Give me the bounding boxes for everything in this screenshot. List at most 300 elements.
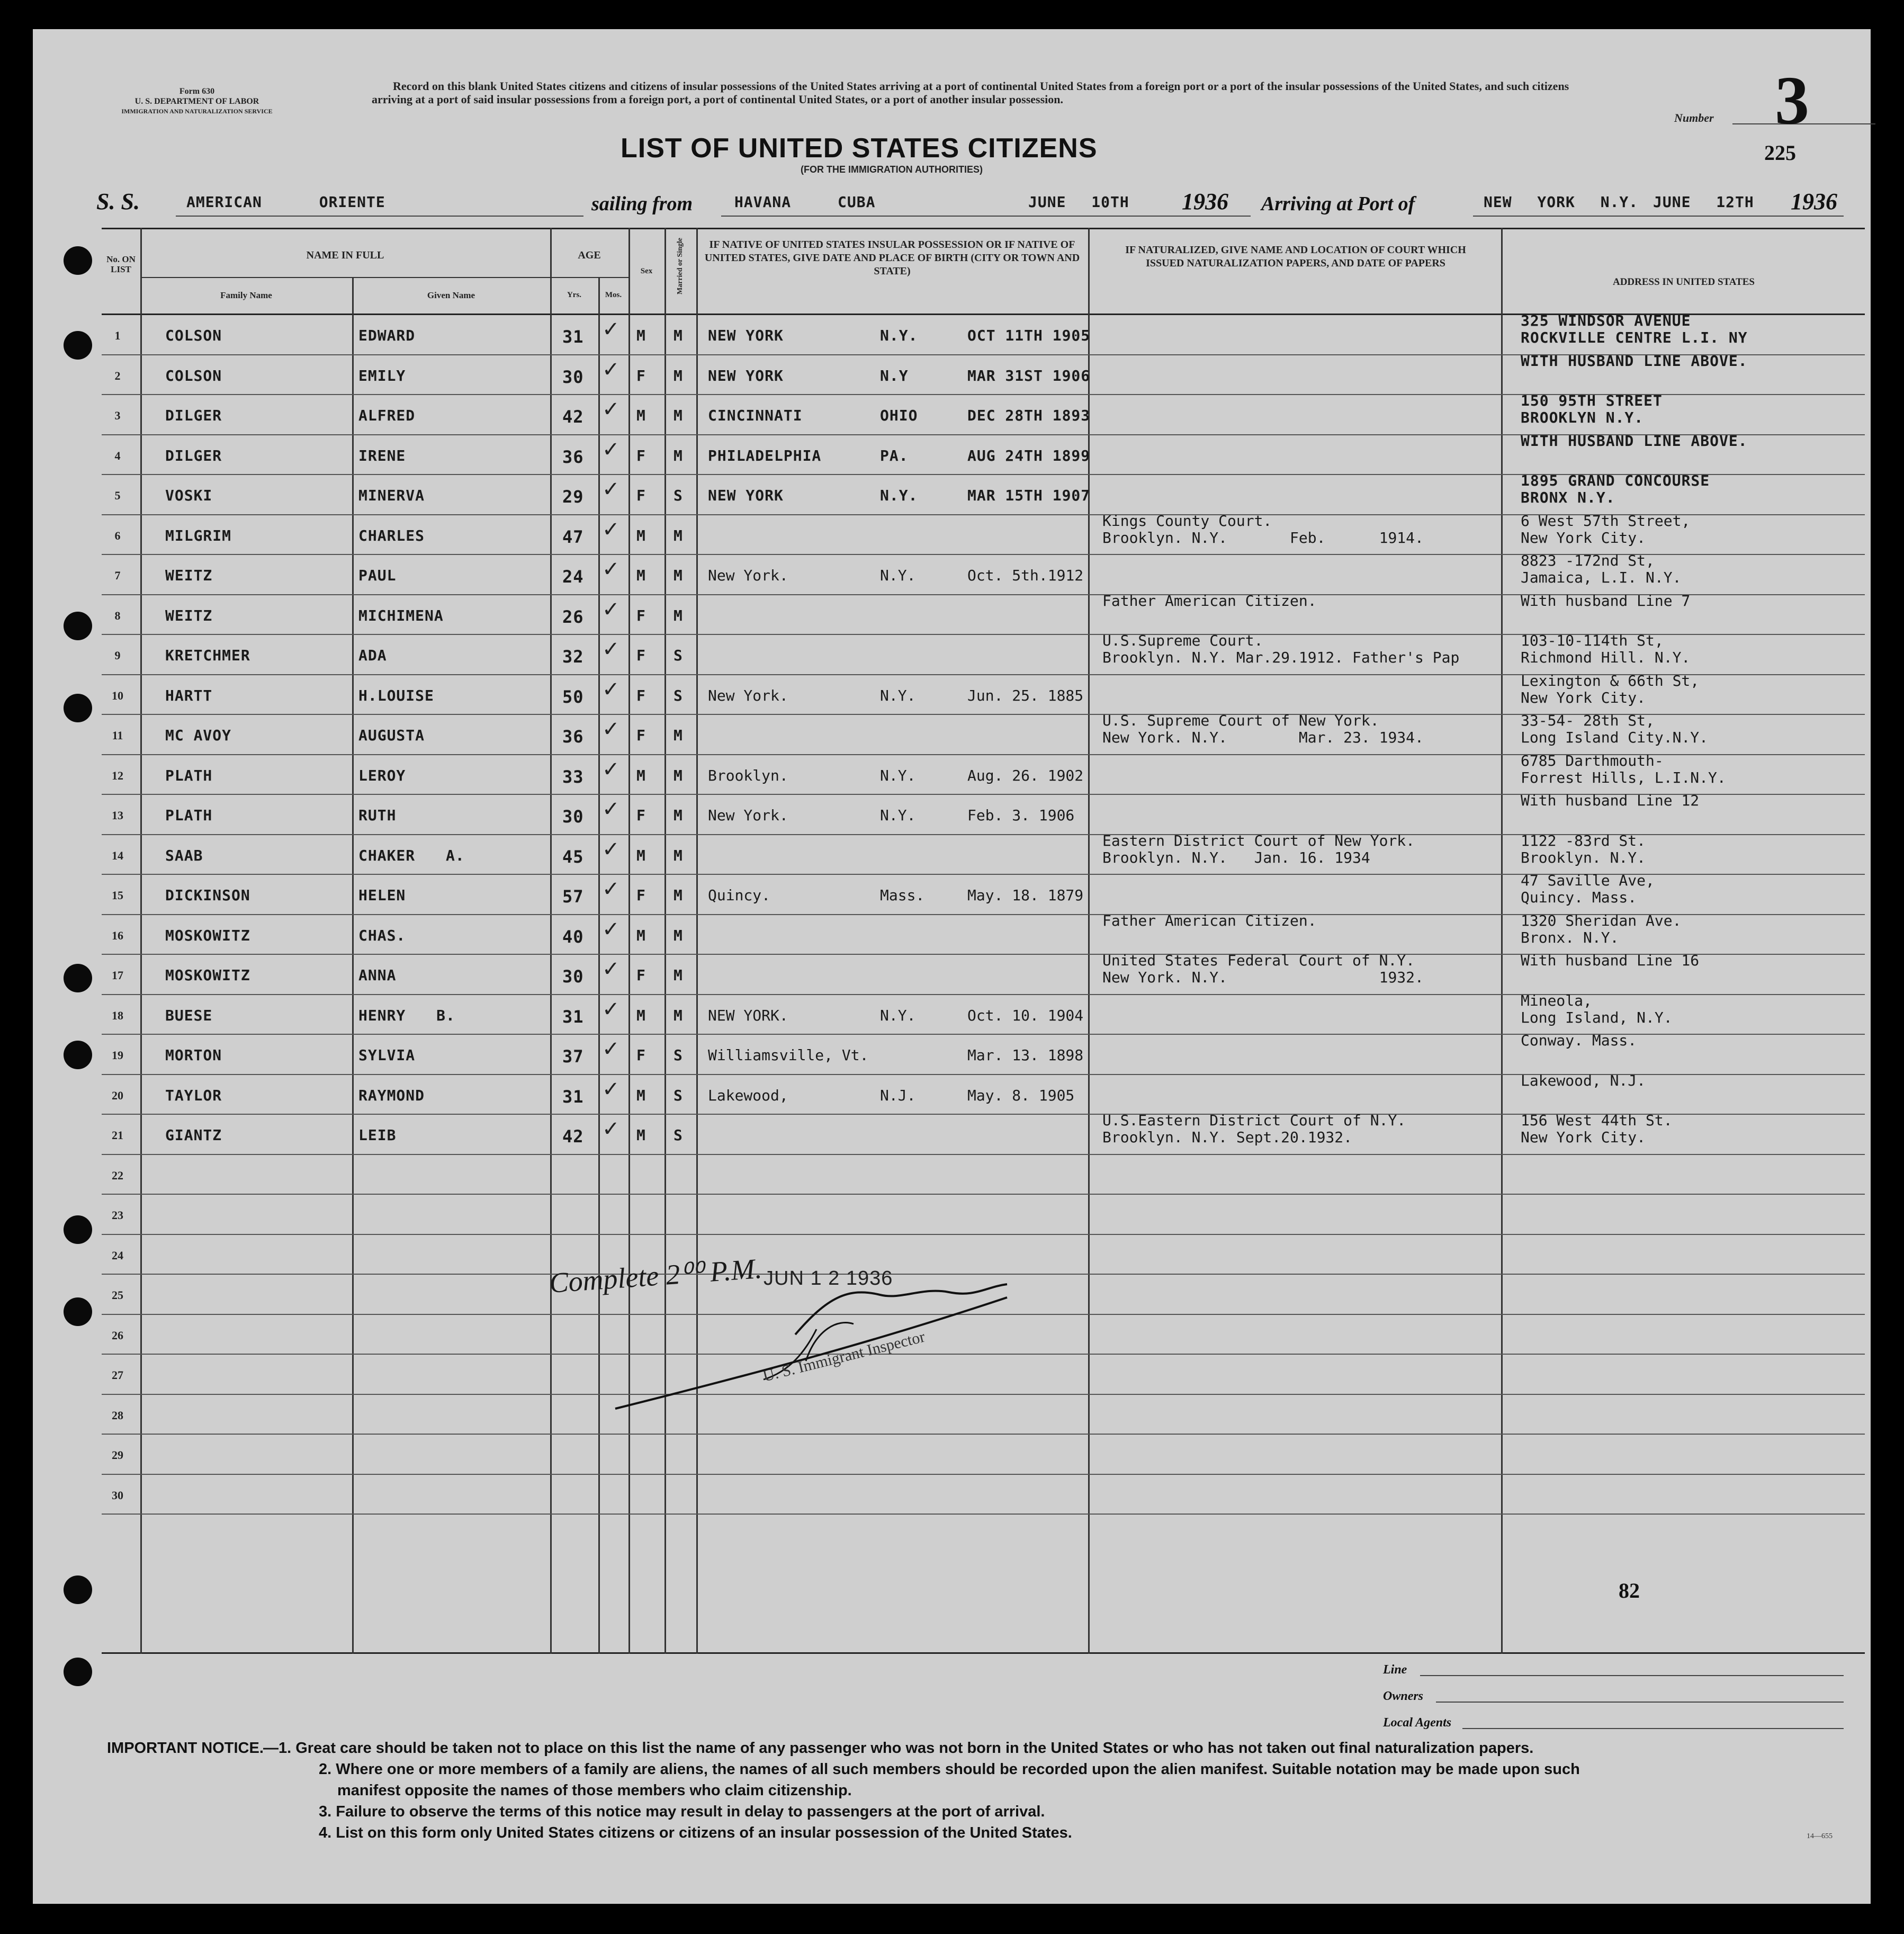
header-age: AGE	[578, 249, 601, 261]
marital-status: M	[673, 407, 683, 424]
line-number: 16	[112, 929, 123, 942]
line-number: 26	[112, 1329, 123, 1342]
address-line-1: WITH HUSBAND LINE ABOVE.	[1521, 432, 1748, 450]
marital-status: S	[673, 1046, 683, 1064]
col-divider	[1501, 228, 1503, 1654]
given-name: RAYMOND	[358, 1087, 425, 1104]
birth-date: DEC 28TH 1893	[967, 407, 1091, 424]
marital-status: M	[673, 327, 683, 344]
header-married-single-text: Married or Single	[676, 237, 684, 295]
owners-underline	[1436, 1702, 1844, 1703]
given-name: RUTH	[358, 807, 397, 824]
given-name: CHAKER A.	[358, 847, 465, 864]
page-number: 225	[1764, 141, 1796, 165]
address-line-1: WITH HUSBAND LINE ABOVE.	[1521, 352, 1748, 370]
sex: F	[636, 727, 646, 744]
family-name: WEITZ	[165, 607, 213, 624]
agents-label: Local Agents	[1383, 1716, 1452, 1730]
address-line-1: 33-54- 28th St,	[1521, 712, 1655, 729]
notice-3: 3. Failure to observe the terms of this notice may result in delay to passengers at the port of arrival.	[319, 1803, 1045, 1820]
family-name: BUESE	[165, 1007, 213, 1024]
check-mark-icon: ✓	[602, 317, 620, 342]
sex: F	[636, 887, 646, 904]
age-years: 29	[562, 487, 584, 507]
birth-date: May. 8. 1905	[967, 1087, 1075, 1104]
birth-date: OCT 11TH 1905	[967, 327, 1091, 344]
court-location-date: Brooklyn. N.Y. Feb. 1914.	[1102, 529, 1424, 547]
age-years: 50	[562, 687, 584, 707]
sail-date: JUNE 10TH	[1028, 193, 1129, 211]
family-name: GIANTZ	[165, 1126, 222, 1144]
notice-2-cont: manifest opposite the names of those members who claim citizenship.	[337, 1782, 852, 1799]
marital-status: M	[673, 1007, 683, 1024]
family-name: HARTT	[165, 687, 213, 704]
marital-status: M	[673, 527, 683, 544]
birth-state: N.Y.	[880, 327, 918, 344]
line-number: 6	[114, 529, 121, 542]
given-name: MINERVA	[358, 487, 425, 504]
birth-state: N.Y.	[880, 767, 916, 784]
sex: F	[636, 647, 646, 664]
sex: M	[636, 927, 646, 944]
form-number: Form 630	[179, 87, 215, 96]
birth-date: Aug. 26. 1902	[967, 767, 1084, 784]
line-number: 11	[112, 729, 123, 742]
col-divider	[628, 228, 630, 1654]
row-divider	[102, 1194, 1865, 1195]
line-label: Line	[1383, 1663, 1407, 1677]
address-line-1: Mineola,	[1521, 992, 1592, 1009]
age-years: 31	[562, 327, 584, 347]
age-years: 40	[562, 927, 584, 947]
complete-annotation: Complete 2⁰⁰ P.M.	[548, 1252, 763, 1299]
family-name: MILGRIM	[165, 527, 232, 544]
header-sex: Sex	[640, 267, 653, 275]
birth-city: Williamsville, Vt.	[708, 1046, 869, 1064]
birth-state: N.Y.	[880, 487, 918, 504]
owners-label: Owners	[1383, 1689, 1424, 1703]
given-name: IRENE	[358, 447, 406, 464]
court-name: U.S.Eastern District Court of N.Y.	[1102, 1112, 1406, 1129]
age-years: 30	[562, 966, 584, 987]
birth-city: Lakewood,	[708, 1087, 788, 1104]
header-subdivider	[140, 277, 628, 278]
notice-title: IMPORTANT NOTICE.	[107, 1740, 264, 1757]
address-line-2: Brooklyn. N.Y.	[1521, 849, 1646, 866]
court-location-date: New York. N.Y. 1932.	[1102, 969, 1424, 986]
line-number: 27	[112, 1368, 123, 1382]
sex: M	[636, 767, 646, 784]
age-years: 30	[562, 367, 584, 387]
birth-date: Feb. 3. 1906	[967, 807, 1075, 824]
sex: M	[636, 1007, 646, 1024]
sailing-label: sailing from	[591, 193, 693, 215]
marital-status: S	[673, 687, 683, 704]
given-name: LEROY	[358, 767, 406, 784]
line-number: 18	[112, 1009, 123, 1022]
sex: F	[636, 607, 646, 624]
sex: F	[636, 447, 646, 464]
punch-hole	[64, 1658, 92, 1686]
age-years: 42	[562, 1126, 584, 1147]
header-yrs: Yrs.	[567, 291, 582, 299]
check-mark-icon: ✓	[602, 1117, 620, 1141]
given-name: ADA	[358, 647, 387, 664]
address-line-2: New York City.	[1521, 529, 1646, 547]
birth-date: Jun. 25. 1885	[967, 687, 1084, 704]
marital-status: S	[673, 1087, 683, 1104]
family-name: SAAB	[165, 847, 203, 864]
marital-status: M	[673, 807, 683, 824]
court-location-date: New York. N.Y. Mar. 23. 1934.	[1102, 729, 1424, 746]
line-number: 30	[112, 1489, 123, 1502]
check-mark-icon: ✓	[602, 1037, 620, 1061]
given-name: EDWARD	[358, 327, 416, 344]
check-mark-icon: ✓	[602, 517, 620, 542]
arriving-label: Arriving at Port of	[1261, 193, 1415, 215]
ship-name: AMERICAN ORIENTE	[186, 193, 385, 211]
address-line-1: Conway. Mass.	[1521, 1032, 1637, 1049]
address-line-1: 6785 Darthmouth-	[1521, 752, 1664, 769]
line-number: 29	[112, 1448, 123, 1462]
header-married-single	[664, 230, 696, 312]
date-stamp: JUN 1 2 1936	[764, 1267, 893, 1290]
header-mos: Mos.	[605, 291, 622, 299]
given-name: AUGUSTA	[358, 727, 425, 744]
family-name: MOSKOWITZ	[165, 927, 250, 944]
address-line-1: With husband Line 7	[1521, 592, 1691, 610]
birth-city: Brooklyn.	[708, 767, 788, 784]
address-line-2: Richmond Hill. N.Y.	[1521, 649, 1691, 666]
marital-status: M	[673, 966, 683, 984]
check-mark-icon: ✓	[602, 1077, 620, 1102]
line-number: 22	[112, 1169, 123, 1182]
court-location-date: Brooklyn. N.Y. Mar.29.1912. Father's Pap	[1102, 649, 1460, 666]
sex: F	[636, 367, 646, 384]
sex: F	[636, 487, 646, 504]
given-name: MICHIMENA	[358, 607, 444, 624]
line-number: 23	[112, 1208, 123, 1222]
line-number: 10	[112, 689, 123, 702]
court-name: Kings County Court.	[1102, 512, 1272, 530]
given-name: CHAS.	[358, 927, 406, 944]
check-mark-icon: ✓	[602, 757, 620, 782]
inspector-signature	[605, 1266, 1049, 1425]
birth-city: PHILADELPHIA	[708, 447, 822, 464]
punch-hole	[64, 964, 92, 992]
family-name: COLSON	[165, 327, 222, 344]
table-top-border	[102, 228, 1865, 229]
line-number: 15	[112, 889, 123, 902]
age-years: 30	[562, 807, 584, 827]
given-name: LEIB	[358, 1126, 397, 1144]
line-number: 14	[112, 849, 123, 862]
court-location-date: Brooklyn. N.Y. Jan. 16. 1934	[1102, 849, 1370, 866]
address-line-1: 8823 -172nd St,	[1521, 552, 1655, 569]
birth-city: New York.	[708, 567, 788, 584]
birth-state: N.J.	[880, 1087, 916, 1104]
sail-underline	[721, 216, 1251, 217]
sex: M	[636, 1087, 646, 1104]
check-mark-icon: ✓	[602, 877, 620, 901]
from-port: HAVANA CUBA	[734, 193, 876, 211]
sex: M	[636, 847, 646, 864]
line-number: 19	[112, 1049, 123, 1062]
line-number: 7	[114, 569, 121, 582]
check-mark-icon: ✓	[602, 557, 620, 581]
age-years: 33	[562, 767, 584, 787]
marital-status: S	[673, 487, 683, 504]
address-line-2: Forrest Hills, L.I.N.Y.	[1521, 769, 1726, 786]
agents-underline	[1462, 1728, 1844, 1729]
line-number: 8	[114, 609, 121, 622]
line-number: 17	[112, 969, 123, 982]
birth-city: NEW YORK	[708, 487, 784, 504]
to-port: NEW YORK N.Y.	[1484, 193, 1639, 211]
header-family-name: Family Name	[220, 290, 272, 300]
birth-date: Mar. 13. 1898	[967, 1046, 1084, 1064]
manifest-sheet	[33, 29, 1871, 1904]
birth-date: AUG 24TH 1899	[967, 447, 1091, 464]
birth-state: PA.	[880, 447, 909, 464]
marital-status: M	[673, 767, 683, 784]
court-name: Eastern District Court of New York.	[1102, 832, 1415, 849]
col-divider	[352, 278, 354, 1654]
punch-hole	[64, 1575, 92, 1604]
line-number: 13	[112, 809, 123, 822]
header-naturalized: IF NATURALIZED, GIVE NAME AND LOCATION OF COURT WHICH ISSUED NATURALIZATION PAPERS, AND DATE OF PAPERS	[1125, 244, 1466, 269]
address-line-2: BROOKLYN N.Y.	[1521, 409, 1644, 426]
family-name: COLSON	[165, 367, 222, 384]
address-line-1: 325 WINDSOR AVENUE	[1521, 312, 1691, 329]
age-years: 24	[562, 567, 584, 587]
line-number: 4	[114, 449, 121, 462]
line-number: 12	[112, 769, 123, 782]
sex: F	[636, 807, 646, 824]
age-years: 31	[562, 1087, 584, 1107]
given-name: H.LOUISE	[358, 687, 434, 704]
given-name: ANNA	[358, 966, 397, 984]
notice-2: 2. Where one or more members of a family are aliens, the names of all such members should be recorded upon the alien manifest. Suitable notation may be made upon such	[319, 1761, 1580, 1778]
birth-date: May. 18. 1879	[967, 887, 1084, 904]
number-value: 3	[1775, 62, 1809, 139]
court-name: United States Federal Court of N.Y.	[1102, 952, 1415, 969]
notice-4: 4. List on this form only United States citizens or citizens of an insular possession of the United States.	[319, 1824, 1072, 1841]
given-name: PAUL	[358, 567, 397, 584]
family-name: PLATH	[165, 807, 213, 824]
court-name: Father American Citizen.	[1102, 912, 1317, 929]
row-divider	[102, 1234, 1865, 1235]
punch-hole	[64, 1041, 92, 1069]
line-underline	[1420, 1675, 1844, 1676]
form-instructions: Record on this blank United States citizens and citizens of insular possessions of the United States arriving at a port of continental United States from a foreign port or a port of the insular possessions of the United States, and such citizens arriving at a port of said insular possessions from a foreign port, a port of continental United States, or a port of another insular possession.	[372, 79, 1569, 106]
birth-state: N.Y.	[880, 807, 916, 824]
birth-date: MAR 31ST 1906	[967, 367, 1091, 384]
address-line-1: 103-10-114th St,	[1521, 632, 1664, 649]
line-number: 9	[114, 649, 121, 662]
punch-hole	[64, 612, 92, 640]
family-name: WEITZ	[165, 567, 213, 584]
table-bottom-border	[102, 1652, 1865, 1654]
family-name: KRETCHMER	[165, 647, 250, 664]
age-years: 36	[562, 727, 584, 747]
marital-status: M	[673, 927, 683, 944]
check-mark-icon: ✓	[602, 717, 620, 741]
col-divider	[598, 278, 600, 1654]
birth-state: N.Y	[880, 367, 909, 384]
birth-date: Oct. 10. 1904	[967, 1007, 1084, 1024]
birth-city: Quincy.	[708, 887, 771, 904]
address-line-1: 156 West 44th St.	[1521, 1112, 1673, 1129]
line-number: 28	[112, 1409, 123, 1422]
address-line-1: 150 95TH STREET	[1521, 392, 1663, 409]
marital-status: S	[673, 1126, 683, 1144]
court-name: Father American Citizen.	[1102, 592, 1317, 610]
family-name: DILGER	[165, 447, 222, 464]
address-line-1: 6 West 57th Street,	[1521, 512, 1691, 530]
line-number: 24	[112, 1249, 123, 1262]
family-name: DICKINSON	[165, 887, 250, 904]
address-line-1: Lakewood, N.J.	[1521, 1072, 1646, 1089]
address-line-1: Lexington & 66th St,	[1521, 672, 1700, 690]
punch-hole	[64, 1215, 92, 1244]
arrive-year: 1936	[1791, 189, 1837, 214]
birth-state: N.Y.	[880, 567, 916, 584]
birth-city: NEW YORK	[708, 327, 784, 344]
sex: M	[636, 407, 646, 424]
age-years: 37	[562, 1046, 584, 1067]
line-number: 25	[112, 1288, 123, 1302]
birth-state: N.Y.	[880, 1007, 916, 1024]
row-divider	[102, 1474, 1865, 1475]
family-name: TAYLOR	[165, 1087, 222, 1104]
family-name: MOSKOWITZ	[165, 966, 250, 984]
given-name: CHARLES	[358, 527, 425, 544]
age-years: 47	[562, 527, 584, 547]
header-name-in-full: NAME IN FULL	[306, 249, 384, 261]
family-name: MC AVOY	[165, 727, 232, 744]
address-line-1: 1122 -83rd St.	[1521, 832, 1646, 849]
address-line-2: New York City.	[1521, 689, 1646, 706]
check-mark-icon: ✓	[602, 397, 620, 422]
birth-city: NEW YORK.	[708, 1007, 788, 1024]
marital-status: M	[673, 447, 683, 464]
birth-date: MAR 15TH 1907	[967, 487, 1091, 504]
row-divider	[102, 1514, 1865, 1515]
marital-status: M	[673, 607, 683, 624]
birth-state: Mass.	[880, 887, 925, 904]
header-no-on-list: No. ON LIST	[106, 254, 136, 274]
col-divider	[140, 228, 142, 1654]
check-mark-icon: ✓	[602, 357, 620, 382]
page-tally: 82	[1619, 1579, 1640, 1602]
birth-state: N.Y.	[880, 687, 916, 704]
check-mark-icon: ✓	[602, 997, 620, 1022]
family-name: DILGER	[165, 407, 222, 424]
given-name: ALFRED	[358, 407, 416, 424]
arrive-date: JUNE 12TH	[1653, 193, 1754, 211]
punch-hole	[64, 694, 92, 722]
punch-hole	[64, 246, 92, 275]
header-address: ADDRESS IN UNITED STATES	[1612, 276, 1755, 288]
line-number: 3	[114, 409, 121, 422]
age-years: 31	[562, 1007, 584, 1027]
address-line-1: With husband Line 16	[1521, 952, 1700, 969]
col-divider	[1088, 228, 1090, 1654]
header-given-name: Given Name	[427, 290, 475, 300]
line-number: 21	[112, 1129, 123, 1142]
sex: M	[636, 527, 646, 544]
sex: M	[636, 327, 646, 344]
marital-status: M	[673, 727, 683, 744]
line-number: 20	[112, 1089, 123, 1102]
address-line-1: With husband Line 12	[1521, 792, 1700, 809]
punch-hole	[64, 331, 92, 360]
address-line-1: 1895 GRAND CONCOURSE	[1521, 472, 1710, 489]
address-line-2: BRONX N.Y.	[1521, 489, 1615, 506]
check-mark-icon: ✓	[602, 477, 620, 502]
check-mark-icon: ✓	[602, 597, 620, 622]
line-number: 2	[114, 369, 121, 382]
department-name: U. S. DEPARTMENT OF LABOR	[134, 97, 259, 106]
ss-label: S. S.	[96, 189, 140, 214]
check-mark-icon: ✓	[602, 837, 620, 862]
row-divider	[102, 1154, 1865, 1155]
age-years: 57	[562, 887, 584, 907]
check-mark-icon: ✓	[602, 637, 620, 661]
age-years: 42	[562, 407, 584, 427]
address-line-2: Long Island, N.Y.	[1521, 1009, 1673, 1026]
page-subtitle: (FOR THE IMMIGRATION AUTHORITIES)	[801, 164, 983, 175]
given-name: EMILY	[358, 367, 406, 384]
address-line-2: Quincy. Mass.	[1521, 889, 1637, 906]
sex: F	[636, 687, 646, 704]
address-line-2: Bronx. N.Y.	[1521, 929, 1619, 946]
sail-year: 1936	[1182, 189, 1228, 214]
page-title: LIST OF UNITED STATES CITIZENS	[621, 133, 1098, 164]
sex: F	[636, 966, 646, 984]
birth-state: OHIO	[880, 407, 918, 424]
marital-status: M	[673, 367, 683, 384]
address-line-2: Long Island City.N.Y.	[1521, 729, 1709, 746]
birth-city: CINCINNATI	[708, 407, 803, 424]
number-label: Number	[1674, 111, 1714, 124]
marital-status: M	[673, 567, 683, 584]
ship-underline	[176, 216, 583, 217]
line-number: 5	[114, 489, 121, 502]
check-mark-icon: ✓	[602, 677, 620, 702]
row-divider	[102, 1434, 1865, 1435]
marital-status: S	[673, 647, 683, 664]
header-birth: IF NATIVE OF UNITED STATES INSULAR POSSESSION OR IF NATIVE OF UNITED STATES, GIVE DATE AND PLACE OF BIRTH (CITY OR TOWN AND STATE)	[704, 239, 1080, 277]
birth-city: NEW YORK	[708, 367, 784, 384]
marital-status: M	[673, 847, 683, 864]
address-line-1: 1320 Sheridan Ave.	[1521, 912, 1682, 929]
age-years: 32	[562, 647, 584, 667]
sex: M	[636, 567, 646, 584]
birth-date: Oct. 5th.1912	[967, 567, 1084, 584]
age-years: 36	[562, 447, 584, 467]
age-years: 26	[562, 607, 584, 627]
birth-city: New York.	[708, 687, 788, 704]
check-mark-icon: ✓	[602, 957, 620, 981]
service-name: IMMIGRATION AND NATURALIZATION SERVICE	[121, 108, 273, 115]
row-divider	[102, 994, 1865, 995]
family-name: PLATH	[165, 767, 213, 784]
court-name: U.S.Supreme Court.	[1102, 632, 1263, 649]
print-code: 14—655	[1807, 1832, 1833, 1840]
sex: M	[636, 1126, 646, 1144]
